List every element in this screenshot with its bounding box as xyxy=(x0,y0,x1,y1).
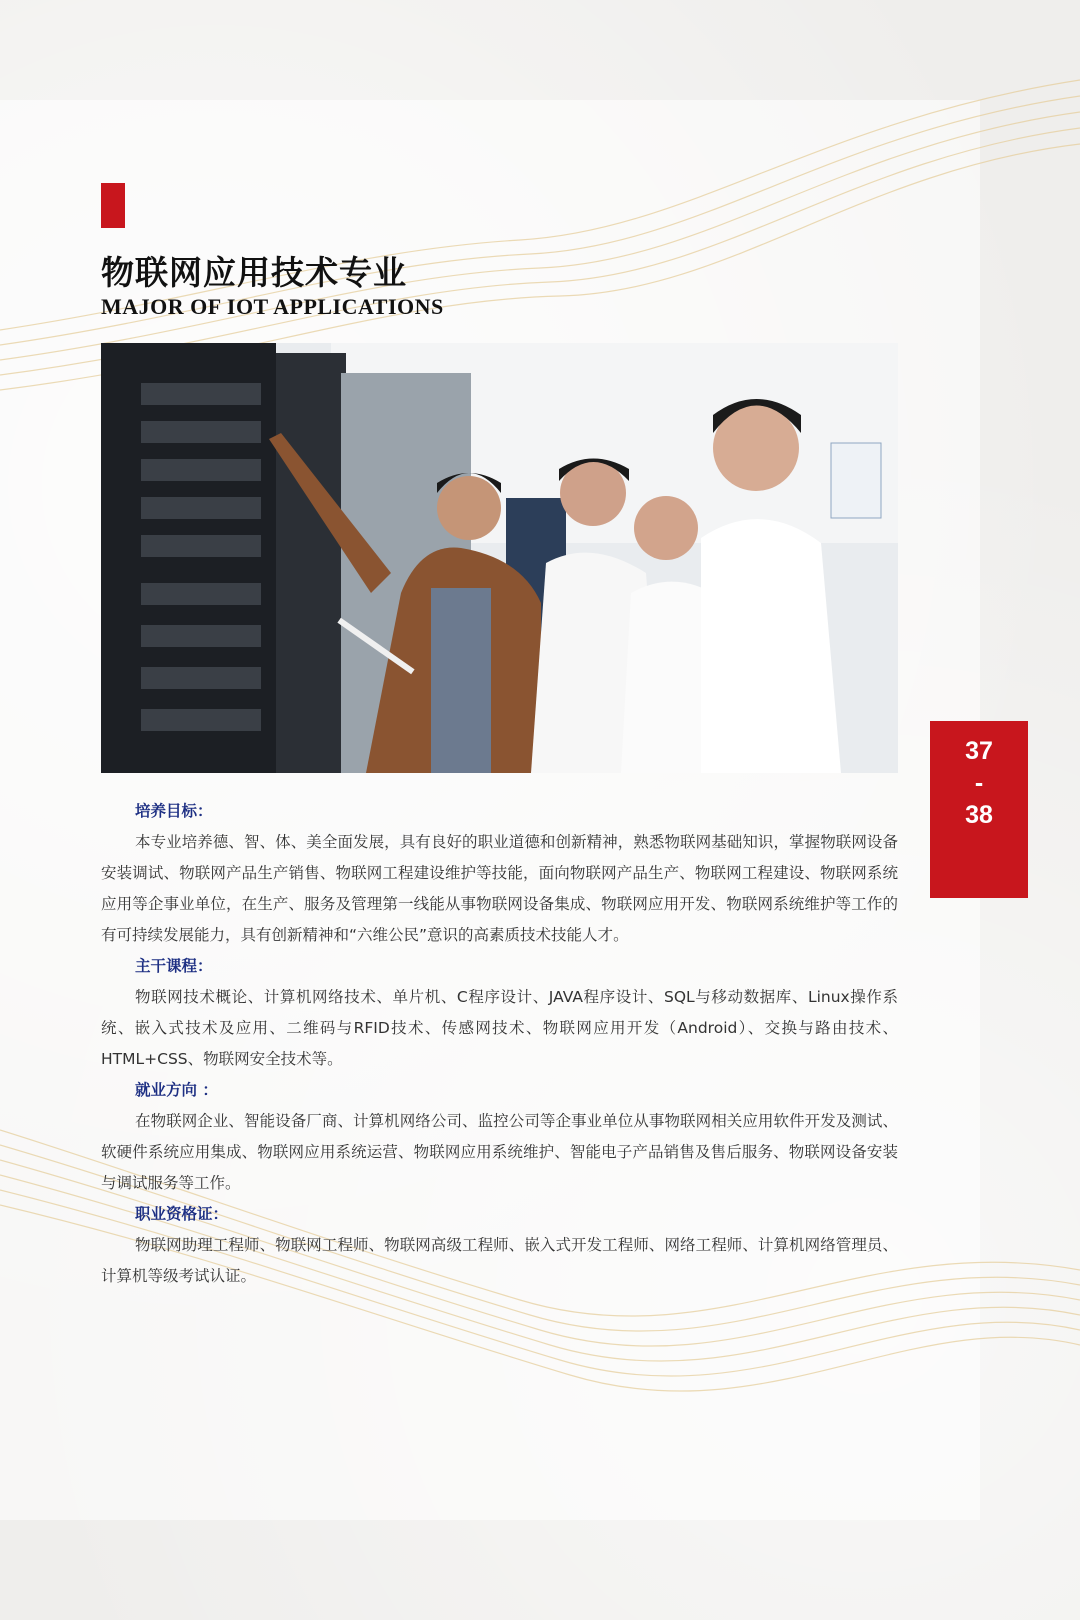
page-number-dash: - xyxy=(974,769,984,797)
page-number-tab xyxy=(930,721,1028,898)
page-title: 物联网应用技术专业 xyxy=(101,253,407,292)
title-accent-bar xyxy=(101,183,125,228)
lab-photo xyxy=(101,343,898,773)
page-subtitle: MAJOR OF IOT APPLICATIONS xyxy=(101,294,444,319)
section-body-certificates: 物联网助理工程师、物联网工程师、物联网高级工程师、嵌入式开发工程师、网络工程师、计算机网络管理员、计算机等级考试认证。 xyxy=(101,1236,898,1285)
major-description xyxy=(101,796,898,1292)
page-number-start: 37 xyxy=(965,737,993,765)
section-heading-goals: 培养目标： xyxy=(135,802,213,820)
section-heading-certificates: 职业资格证： xyxy=(135,1205,229,1223)
section-body-courses: 物联网技术概论、计算机网络技术、单片机、C程序设计、JAVA程序设计、SQL与移动数据库、Linux操作系统、嵌入式技术及应用、二维码与RFID技术、传感网技术、物联网应用开发（Android）、交换与路由技术、HTML+CSS、物联网安全技术等。 xyxy=(101,988,898,1068)
section-body-careers: 在物联网企业、智能设备厂商、计算机网络公司、监控公司等企事业单位从事物联网相关应用软件开发及测试、软硬件系统应用集成、物联网应用系统运营、物联网应用系统维护、智能电子产品销售及售后服务、物联网设备安装与调试服务等工作。 xyxy=(101,1112,898,1192)
page-number-end: 38 xyxy=(965,801,993,829)
section-body-goals: 本专业培养德、智、体、美全面发展，具有良好的职业道德和创新精神，熟悉物联网基础知识，掌握物联网设备安装调试、物联网产品生产销售、物联网工程建设维护等技能，面向物联网产品生产、物联网工程建设、物联网系统应用等企事业单位，在生产、服务及管理第一线能从事物联网设备集成、物联网应用开发、物联网系统维护等工作的有可持续发展能力，具有创新精神和“六维公民”意识的高素质技术技能人才。 xyxy=(101,833,898,944)
section-heading-courses: 主干课程： xyxy=(135,957,213,975)
section-heading-careers: 就业方向 ： xyxy=(135,1081,218,1099)
